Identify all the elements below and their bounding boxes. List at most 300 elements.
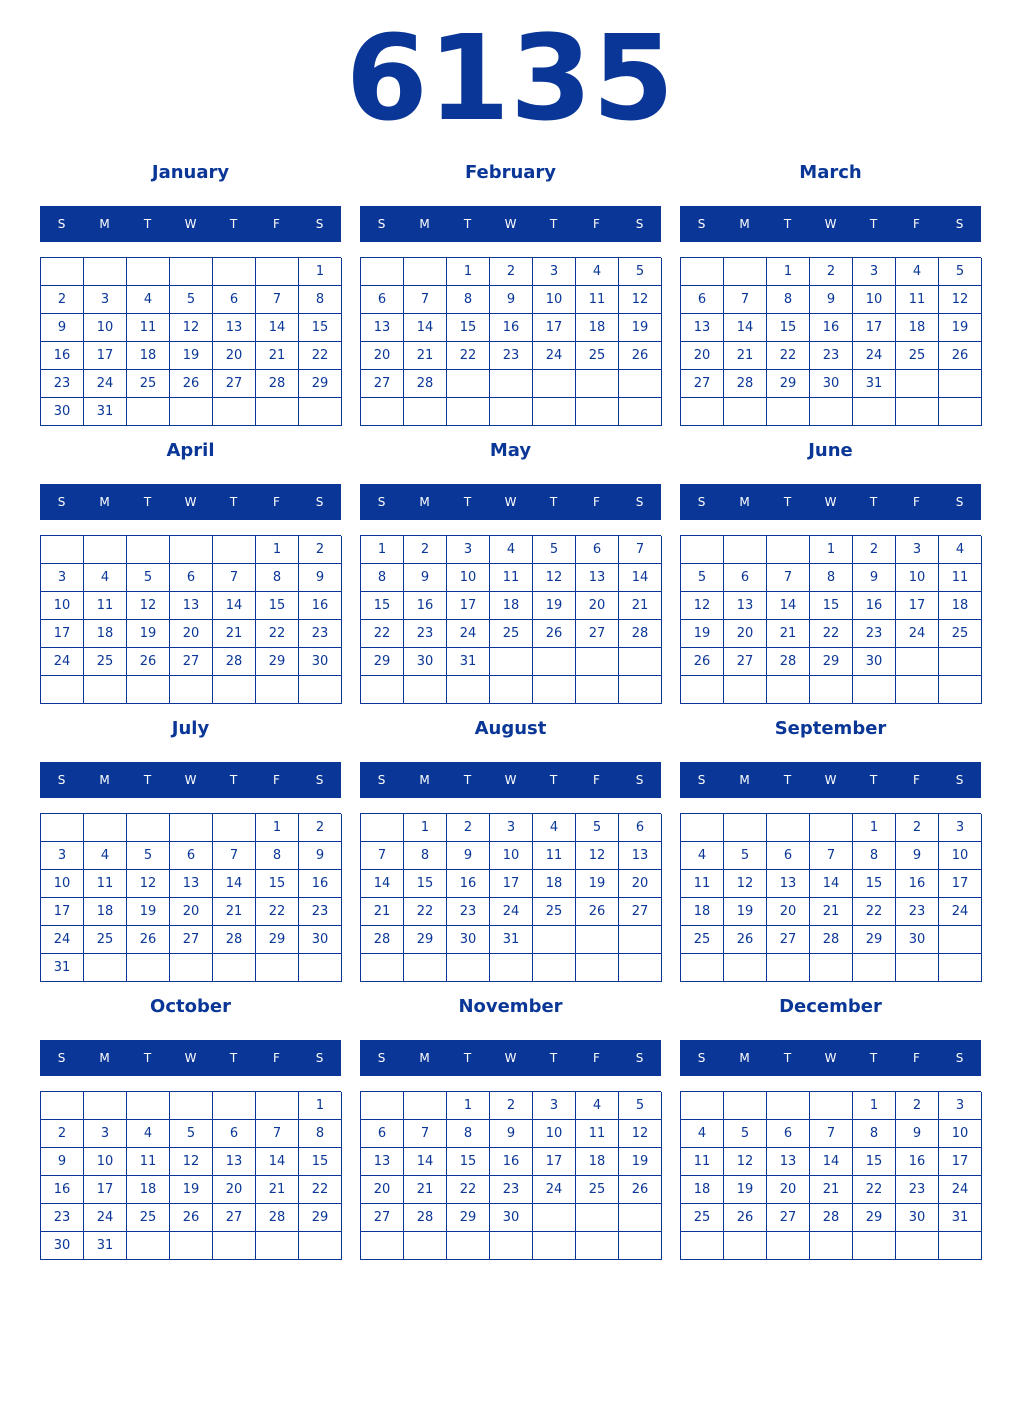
day-cell[interactable]: 23 (896, 898, 939, 926)
day-cell[interactable]: 3 (939, 814, 982, 842)
day-cell[interactable]: 16 (490, 314, 533, 342)
day-cell[interactable]: 7 (619, 536, 662, 564)
day-cell[interactable]: 29 (361, 648, 404, 676)
day-cell[interactable]: 8 (256, 842, 299, 870)
day-cell[interactable]: 24 (84, 1204, 127, 1232)
day-cell[interactable]: 9 (41, 1148, 84, 1176)
day-cell[interactable]: 16 (299, 870, 342, 898)
day-cell[interactable]: 24 (41, 648, 84, 676)
day-cell[interactable]: 12 (170, 1148, 213, 1176)
day-cell[interactable]: 20 (767, 898, 810, 926)
day-cell[interactable]: 1 (256, 814, 299, 842)
day-cell[interactable]: 13 (681, 314, 724, 342)
day-cell[interactable]: 6 (681, 286, 724, 314)
day-cell[interactable]: 18 (681, 1176, 724, 1204)
day-cell[interactable]: 7 (810, 1120, 853, 1148)
day-cell[interactable]: 29 (853, 1204, 896, 1232)
day-cell[interactable]: 12 (127, 870, 170, 898)
day-cell[interactable]: 24 (533, 1176, 576, 1204)
day-cell[interactable]: 4 (939, 536, 982, 564)
day-cell[interactable]: 27 (576, 620, 619, 648)
day-cell[interactable]: 14 (213, 870, 256, 898)
day-cell[interactable]: 10 (41, 870, 84, 898)
day-cell[interactable]: 1 (299, 1092, 342, 1120)
day-cell[interactable]: 18 (84, 620, 127, 648)
day-cell[interactable]: 4 (533, 814, 576, 842)
day-cell[interactable]: 13 (767, 870, 810, 898)
day-cell[interactable]: 7 (767, 564, 810, 592)
day-cell[interactable]: 24 (41, 926, 84, 954)
day-cell[interactable]: 26 (576, 898, 619, 926)
day-cell[interactable]: 2 (490, 258, 533, 286)
day-cell[interactable]: 5 (533, 536, 576, 564)
day-cell[interactable]: 29 (299, 370, 342, 398)
day-cell[interactable]: 19 (619, 1148, 662, 1176)
day-cell[interactable]: 6 (724, 564, 767, 592)
day-cell[interactable]: 9 (404, 564, 447, 592)
day-cell[interactable]: 28 (213, 648, 256, 676)
day-cell[interactable]: 19 (724, 898, 767, 926)
day-cell[interactable]: 26 (127, 648, 170, 676)
day-cell[interactable]: 28 (404, 370, 447, 398)
day-cell[interactable]: 28 (404, 1204, 447, 1232)
day-cell[interactable]: 16 (447, 870, 490, 898)
day-cell[interactable]: 6 (361, 286, 404, 314)
day-cell[interactable]: 19 (127, 898, 170, 926)
day-cell[interactable]: 28 (256, 1204, 299, 1232)
day-cell[interactable]: 24 (447, 620, 490, 648)
day-cell[interactable]: 16 (41, 1176, 84, 1204)
day-cell[interactable]: 8 (361, 564, 404, 592)
day-cell[interactable]: 30 (299, 648, 342, 676)
day-cell[interactable]: 2 (896, 1092, 939, 1120)
day-cell[interactable]: 15 (447, 1148, 490, 1176)
day-cell[interactable]: 27 (213, 1204, 256, 1232)
day-cell[interactable]: 15 (256, 870, 299, 898)
day-cell[interactable]: 10 (939, 1120, 982, 1148)
day-cell[interactable]: 4 (896, 258, 939, 286)
day-cell[interactable]: 22 (810, 620, 853, 648)
day-cell[interactable]: 22 (299, 1176, 342, 1204)
day-cell[interactable]: 21 (404, 1176, 447, 1204)
day-cell[interactable]: 22 (853, 1176, 896, 1204)
day-cell[interactable]: 9 (896, 1120, 939, 1148)
day-cell[interactable]: 10 (853, 286, 896, 314)
day-cell[interactable]: 17 (84, 1176, 127, 1204)
day-cell[interactable]: 14 (810, 870, 853, 898)
day-cell[interactable]: 22 (853, 898, 896, 926)
day-cell[interactable]: 30 (490, 1204, 533, 1232)
day-cell[interactable]: 14 (256, 1148, 299, 1176)
day-cell[interactable]: 26 (619, 1176, 662, 1204)
day-cell[interactable]: 24 (533, 342, 576, 370)
day-cell[interactable]: 8 (256, 564, 299, 592)
day-cell[interactable]: 5 (170, 286, 213, 314)
day-cell[interactable]: 15 (810, 592, 853, 620)
day-cell[interactable]: 27 (767, 926, 810, 954)
day-cell[interactable]: 22 (299, 342, 342, 370)
day-cell[interactable]: 8 (299, 286, 342, 314)
day-cell[interactable]: 24 (939, 898, 982, 926)
day-cell[interactable]: 11 (84, 870, 127, 898)
day-cell[interactable]: 21 (810, 1176, 853, 1204)
day-cell[interactable]: 14 (256, 314, 299, 342)
day-cell[interactable]: 3 (939, 1092, 982, 1120)
day-cell[interactable]: 10 (533, 1120, 576, 1148)
day-cell[interactable]: 1 (299, 258, 342, 286)
day-cell[interactable]: 10 (490, 842, 533, 870)
day-cell[interactable]: 24 (939, 1176, 982, 1204)
day-cell[interactable]: 15 (361, 592, 404, 620)
day-cell[interactable]: 13 (576, 564, 619, 592)
day-cell[interactable]: 19 (170, 1176, 213, 1204)
day-cell[interactable]: 29 (853, 926, 896, 954)
day-cell[interactable]: 4 (490, 536, 533, 564)
day-cell[interactable]: 25 (576, 342, 619, 370)
day-cell[interactable]: 28 (361, 926, 404, 954)
day-cell[interactable]: 18 (576, 314, 619, 342)
day-cell[interactable]: 7 (213, 842, 256, 870)
day-cell[interactable]: 25 (939, 620, 982, 648)
day-cell[interactable]: 5 (170, 1120, 213, 1148)
day-cell[interactable]: 14 (213, 592, 256, 620)
day-cell[interactable]: 17 (41, 620, 84, 648)
day-cell[interactable]: 21 (256, 342, 299, 370)
day-cell[interactable]: 12 (619, 1120, 662, 1148)
day-cell[interactable]: 16 (810, 314, 853, 342)
day-cell[interactable]: 5 (939, 258, 982, 286)
day-cell[interactable]: 22 (447, 342, 490, 370)
day-cell[interactable]: 23 (490, 1176, 533, 1204)
day-cell[interactable]: 27 (361, 370, 404, 398)
day-cell[interactable]: 6 (170, 564, 213, 592)
day-cell[interactable]: 29 (256, 926, 299, 954)
day-cell[interactable]: 4 (576, 1092, 619, 1120)
day-cell[interactable]: 9 (490, 286, 533, 314)
day-cell[interactable]: 30 (853, 648, 896, 676)
day-cell[interactable]: 8 (404, 842, 447, 870)
day-cell[interactable]: 11 (681, 1148, 724, 1176)
day-cell[interactable]: 6 (767, 842, 810, 870)
day-cell[interactable]: 20 (213, 342, 256, 370)
day-cell[interactable]: 20 (724, 620, 767, 648)
day-cell[interactable]: 17 (490, 870, 533, 898)
day-cell[interactable]: 26 (724, 1204, 767, 1232)
day-cell[interactable]: 6 (619, 814, 662, 842)
day-cell[interactable]: 8 (447, 1120, 490, 1148)
day-cell[interactable]: 16 (404, 592, 447, 620)
day-cell[interactable]: 29 (299, 1204, 342, 1232)
day-cell[interactable]: 11 (490, 564, 533, 592)
day-cell[interactable]: 6 (767, 1120, 810, 1148)
day-cell[interactable]: 25 (896, 342, 939, 370)
day-cell[interactable]: 11 (939, 564, 982, 592)
day-cell[interactable]: 13 (724, 592, 767, 620)
day-cell[interactable]: 17 (84, 342, 127, 370)
day-cell[interactable]: 23 (299, 620, 342, 648)
day-cell[interactable]: 7 (404, 1120, 447, 1148)
day-cell[interactable]: 24 (490, 898, 533, 926)
day-cell[interactable]: 8 (853, 1120, 896, 1148)
day-cell[interactable]: 12 (939, 286, 982, 314)
day-cell[interactable]: 15 (299, 1148, 342, 1176)
day-cell[interactable]: 4 (681, 842, 724, 870)
day-cell[interactable]: 2 (299, 536, 342, 564)
day-cell[interactable]: 6 (170, 842, 213, 870)
day-cell[interactable]: 13 (213, 1148, 256, 1176)
day-cell[interactable]: 26 (127, 926, 170, 954)
day-cell[interactable]: 5 (724, 842, 767, 870)
day-cell[interactable]: 4 (84, 564, 127, 592)
day-cell[interactable]: 30 (404, 648, 447, 676)
day-cell[interactable]: 1 (447, 1092, 490, 1120)
day-cell[interactable]: 17 (41, 898, 84, 926)
day-cell[interactable]: 11 (127, 314, 170, 342)
day-cell[interactable]: 31 (939, 1204, 982, 1232)
day-cell[interactable]: 20 (361, 1176, 404, 1204)
day-cell[interactable]: 23 (404, 620, 447, 648)
day-cell[interactable]: 3 (533, 1092, 576, 1120)
day-cell[interactable]: 10 (939, 842, 982, 870)
day-cell[interactable]: 23 (41, 1204, 84, 1232)
day-cell[interactable]: 12 (724, 870, 767, 898)
day-cell[interactable]: 25 (533, 898, 576, 926)
day-cell[interactable]: 3 (84, 286, 127, 314)
day-cell[interactable]: 27 (681, 370, 724, 398)
day-cell[interactable]: 23 (896, 1176, 939, 1204)
day-cell[interactable]: 20 (576, 592, 619, 620)
day-cell[interactable]: 4 (127, 1120, 170, 1148)
day-cell[interactable]: 24 (853, 342, 896, 370)
day-cell[interactable]: 2 (853, 536, 896, 564)
day-cell[interactable]: 18 (84, 898, 127, 926)
day-cell[interactable]: 9 (896, 842, 939, 870)
day-cell[interactable]: 1 (361, 536, 404, 564)
day-cell[interactable]: 1 (256, 536, 299, 564)
day-cell[interactable]: 8 (299, 1120, 342, 1148)
day-cell[interactable]: 2 (447, 814, 490, 842)
day-cell[interactable]: 15 (447, 314, 490, 342)
day-cell[interactable]: 7 (256, 1120, 299, 1148)
day-cell[interactable]: 18 (127, 342, 170, 370)
day-cell[interactable]: 4 (576, 258, 619, 286)
day-cell[interactable]: 2 (896, 814, 939, 842)
day-cell[interactable]: 28 (810, 1204, 853, 1232)
day-cell[interactable]: 5 (681, 564, 724, 592)
day-cell[interactable]: 31 (447, 648, 490, 676)
day-cell[interactable]: 7 (256, 286, 299, 314)
day-cell[interactable]: 16 (299, 592, 342, 620)
day-cell[interactable]: 3 (853, 258, 896, 286)
day-cell[interactable]: 18 (533, 870, 576, 898)
day-cell[interactable]: 26 (681, 648, 724, 676)
day-cell[interactable]: 26 (724, 926, 767, 954)
day-cell[interactable]: 15 (853, 870, 896, 898)
day-cell[interactable]: 28 (724, 370, 767, 398)
day-cell[interactable]: 27 (170, 648, 213, 676)
day-cell[interactable]: 1 (810, 536, 853, 564)
day-cell[interactable]: 27 (619, 898, 662, 926)
day-cell[interactable]: 5 (127, 564, 170, 592)
day-cell[interactable]: 17 (853, 314, 896, 342)
day-cell[interactable]: 5 (619, 258, 662, 286)
day-cell[interactable]: 5 (576, 814, 619, 842)
day-cell[interactable]: 2 (810, 258, 853, 286)
day-cell[interactable]: 8 (810, 564, 853, 592)
day-cell[interactable]: 18 (127, 1176, 170, 1204)
day-cell[interactable]: 31 (853, 370, 896, 398)
day-cell[interactable]: 15 (767, 314, 810, 342)
day-cell[interactable]: 7 (213, 564, 256, 592)
day-cell[interactable]: 30 (41, 1232, 84, 1260)
day-cell[interactable]: 21 (619, 592, 662, 620)
day-cell[interactable]: 13 (170, 592, 213, 620)
day-cell[interactable]: 7 (724, 286, 767, 314)
day-cell[interactable]: 27 (724, 648, 767, 676)
day-cell[interactable]: 19 (619, 314, 662, 342)
day-cell[interactable]: 4 (84, 842, 127, 870)
day-cell[interactable]: 30 (810, 370, 853, 398)
day-cell[interactable]: 28 (256, 370, 299, 398)
day-cell[interactable]: 28 (810, 926, 853, 954)
day-cell[interactable]: 5 (619, 1092, 662, 1120)
day-cell[interactable]: 1 (404, 814, 447, 842)
day-cell[interactable]: 31 (84, 1232, 127, 1260)
day-cell[interactable]: 13 (619, 842, 662, 870)
day-cell[interactable]: 5 (724, 1120, 767, 1148)
day-cell[interactable]: 20 (767, 1176, 810, 1204)
day-cell[interactable]: 23 (447, 898, 490, 926)
day-cell[interactable]: 26 (939, 342, 982, 370)
day-cell[interactable]: 11 (84, 592, 127, 620)
day-cell[interactable]: 27 (767, 1204, 810, 1232)
day-cell[interactable]: 26 (619, 342, 662, 370)
day-cell[interactable]: 24 (84, 370, 127, 398)
day-cell[interactable]: 7 (810, 842, 853, 870)
day-cell[interactable]: 16 (896, 870, 939, 898)
day-cell[interactable]: 23 (490, 342, 533, 370)
day-cell[interactable]: 8 (853, 842, 896, 870)
day-cell[interactable]: 16 (41, 342, 84, 370)
day-cell[interactable]: 14 (724, 314, 767, 342)
day-cell[interactable]: 10 (84, 314, 127, 342)
day-cell[interactable]: 2 (41, 1120, 84, 1148)
day-cell[interactable]: 11 (681, 870, 724, 898)
day-cell[interactable]: 14 (404, 314, 447, 342)
day-cell[interactable]: 3 (447, 536, 490, 564)
day-cell[interactable]: 9 (299, 564, 342, 592)
day-cell[interactable]: 6 (213, 1120, 256, 1148)
day-cell[interactable]: 17 (939, 870, 982, 898)
day-cell[interactable]: 18 (490, 592, 533, 620)
day-cell[interactable]: 29 (810, 648, 853, 676)
day-cell[interactable]: 17 (896, 592, 939, 620)
day-cell[interactable]: 2 (404, 536, 447, 564)
day-cell[interactable]: 21 (724, 342, 767, 370)
day-cell[interactable]: 29 (767, 370, 810, 398)
day-cell[interactable]: 2 (41, 286, 84, 314)
day-cell[interactable]: 26 (170, 1204, 213, 1232)
day-cell[interactable]: 25 (681, 926, 724, 954)
day-cell[interactable]: 23 (853, 620, 896, 648)
day-cell[interactable]: 26 (533, 620, 576, 648)
day-cell[interactable]: 22 (256, 898, 299, 926)
day-cell[interactable]: 14 (810, 1148, 853, 1176)
day-cell[interactable]: 30 (896, 926, 939, 954)
day-cell[interactable]: 3 (533, 258, 576, 286)
day-cell[interactable]: 19 (681, 620, 724, 648)
day-cell[interactable]: 27 (213, 370, 256, 398)
day-cell[interactable]: 3 (896, 536, 939, 564)
day-cell[interactable]: 23 (810, 342, 853, 370)
day-cell[interactable]: 27 (170, 926, 213, 954)
day-cell[interactable]: 1 (767, 258, 810, 286)
day-cell[interactable]: 7 (404, 286, 447, 314)
day-cell[interactable]: 12 (127, 592, 170, 620)
day-cell[interactable]: 20 (170, 898, 213, 926)
day-cell[interactable]: 13 (361, 1148, 404, 1176)
day-cell[interactable]: 19 (533, 592, 576, 620)
day-cell[interactable]: 30 (447, 926, 490, 954)
day-cell[interactable]: 21 (213, 620, 256, 648)
day-cell[interactable]: 7 (361, 842, 404, 870)
day-cell[interactable]: 19 (576, 870, 619, 898)
day-cell[interactable]: 1 (447, 258, 490, 286)
day-cell[interactable]: 24 (896, 620, 939, 648)
day-cell[interactable]: 8 (767, 286, 810, 314)
day-cell[interactable]: 14 (404, 1148, 447, 1176)
day-cell[interactable]: 6 (213, 286, 256, 314)
day-cell[interactable]: 21 (256, 1176, 299, 1204)
day-cell[interactable]: 22 (256, 620, 299, 648)
day-cell[interactable]: 21 (361, 898, 404, 926)
day-cell[interactable]: 1 (853, 1092, 896, 1120)
day-cell[interactable]: 15 (853, 1148, 896, 1176)
day-cell[interactable]: 23 (41, 370, 84, 398)
day-cell[interactable]: 10 (896, 564, 939, 592)
day-cell[interactable]: 13 (213, 314, 256, 342)
day-cell[interactable]: 12 (533, 564, 576, 592)
day-cell[interactable]: 16 (853, 592, 896, 620)
day-cell[interactable]: 25 (84, 648, 127, 676)
day-cell[interactable]: 19 (170, 342, 213, 370)
day-cell[interactable]: 3 (490, 814, 533, 842)
day-cell[interactable]: 25 (127, 1204, 170, 1232)
day-cell[interactable]: 30 (896, 1204, 939, 1232)
day-cell[interactable]: 13 (361, 314, 404, 342)
day-cell[interactable]: 2 (299, 814, 342, 842)
day-cell[interactable]: 21 (810, 898, 853, 926)
day-cell[interactable]: 11 (576, 286, 619, 314)
day-cell[interactable]: 12 (170, 314, 213, 342)
day-cell[interactable]: 19 (127, 620, 170, 648)
day-cell[interactable]: 22 (361, 620, 404, 648)
day-cell[interactable]: 11 (533, 842, 576, 870)
day-cell[interactable]: 29 (447, 1204, 490, 1232)
day-cell[interactable]: 3 (84, 1120, 127, 1148)
day-cell[interactable]: 17 (533, 1148, 576, 1176)
day-cell[interactable]: 9 (299, 842, 342, 870)
day-cell[interactable]: 6 (361, 1120, 404, 1148)
day-cell[interactable]: 18 (576, 1148, 619, 1176)
day-cell[interactable]: 4 (127, 286, 170, 314)
day-cell[interactable]: 20 (213, 1176, 256, 1204)
day-cell[interactable]: 28 (619, 620, 662, 648)
day-cell[interactable]: 18 (681, 898, 724, 926)
day-cell[interactable]: 31 (490, 926, 533, 954)
day-cell[interactable]: 22 (404, 898, 447, 926)
day-cell[interactable]: 6 (576, 536, 619, 564)
